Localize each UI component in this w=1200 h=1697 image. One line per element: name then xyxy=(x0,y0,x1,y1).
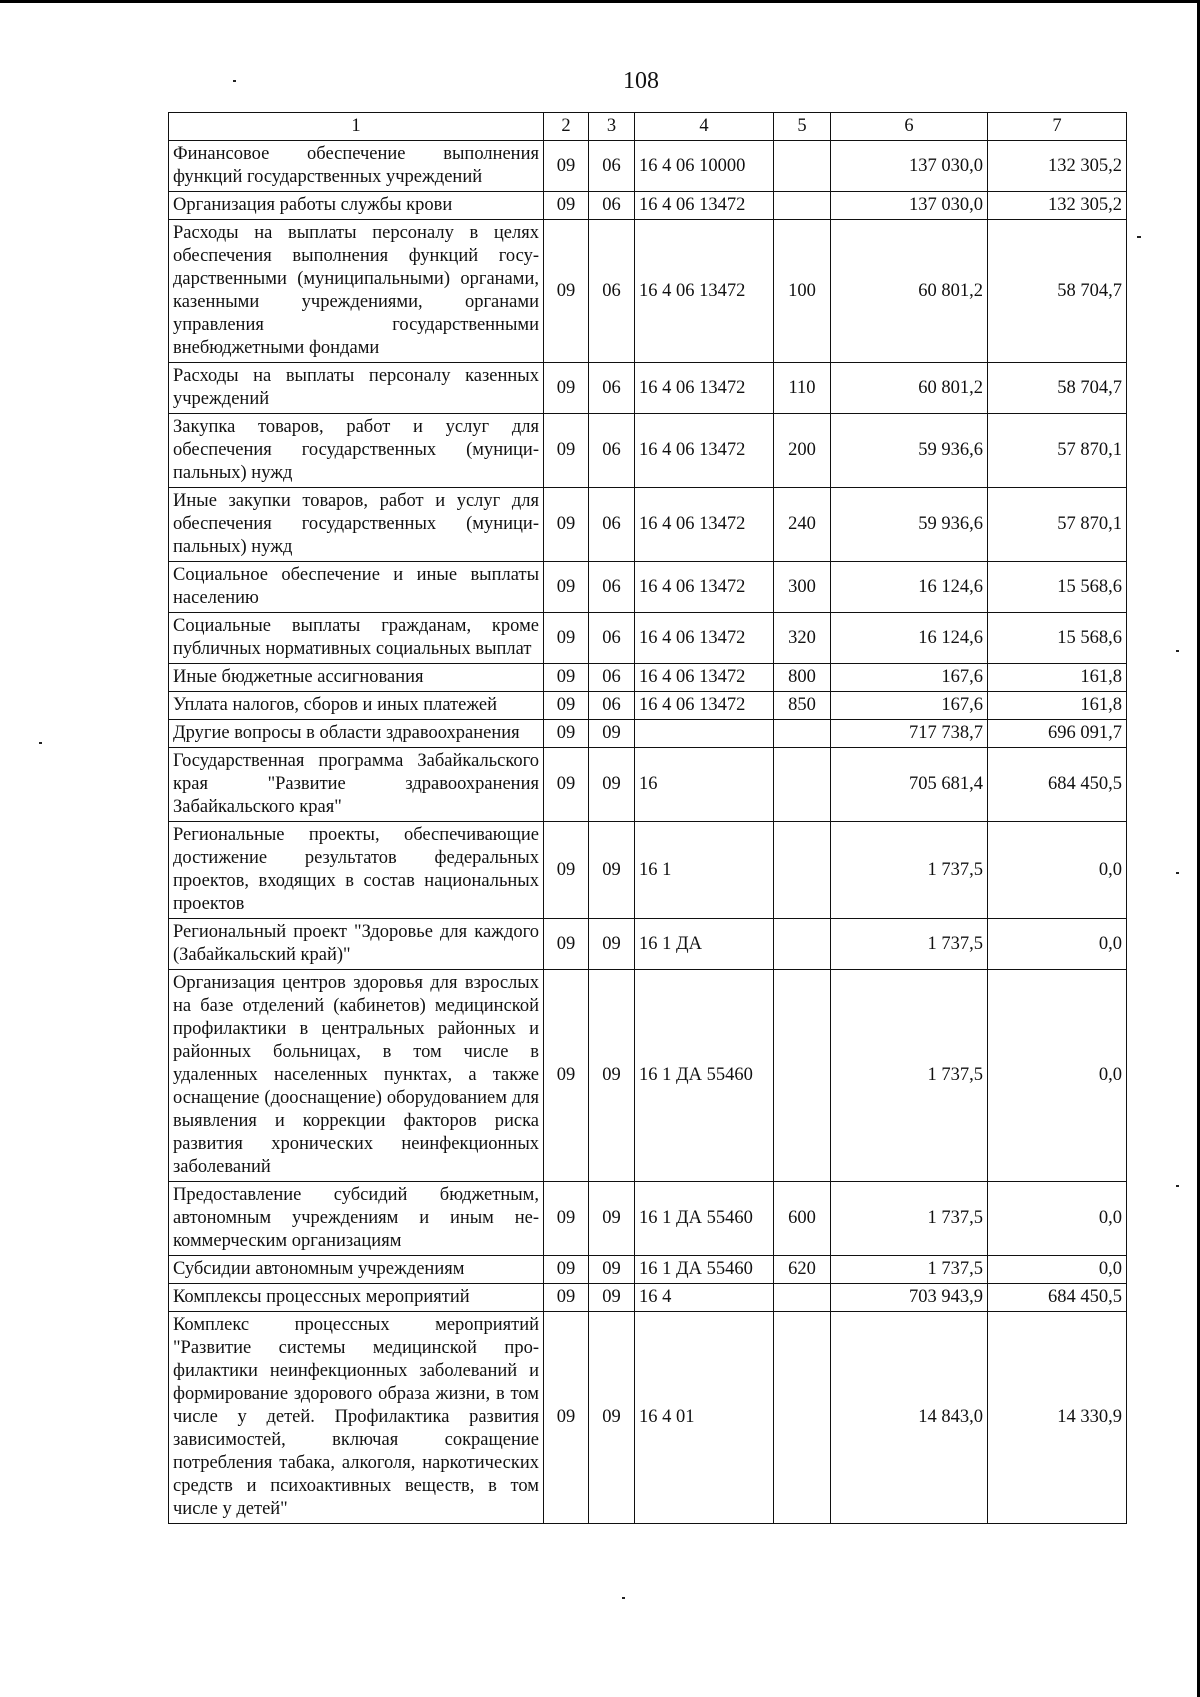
row-name-cell: Организация работы службы крови xyxy=(169,192,544,220)
expense-type-cell: 240 xyxy=(774,488,831,562)
expense-type-cell xyxy=(774,192,831,220)
table-row xyxy=(169,192,1127,220)
column-header: 6 xyxy=(831,113,988,141)
subsection-code-cell: 09 xyxy=(589,1182,635,1256)
row-name-cell: Другие вопросы в области здравоохранения xyxy=(169,720,544,748)
amount-year1-cell: 167,6 xyxy=(831,664,988,692)
section-code-cell: 09 xyxy=(544,822,589,919)
subsection-code-cell: 09 xyxy=(589,970,635,1182)
amount-year2-cell: 15 568,6 xyxy=(988,562,1127,613)
target-article-cell: 16 4 06 10000 xyxy=(635,141,774,192)
amount-year1-cell: 1 737,5 xyxy=(831,822,988,919)
expense-type-cell xyxy=(774,822,831,919)
column-header: 5 xyxy=(774,113,831,141)
target-article-cell: 16 4 06 13472 xyxy=(635,414,774,488)
section-code-cell: 09 xyxy=(544,488,589,562)
subsection-code-cell: 09 xyxy=(589,1284,635,1312)
row-name-cell: Субсидии автономным учреждениям xyxy=(169,1256,544,1284)
target-article-cell: 16 4 06 13472 xyxy=(635,192,774,220)
target-article-cell: 16 4 06 13472 xyxy=(635,613,774,664)
subsection-code-cell: 06 xyxy=(589,613,635,664)
amount-year2-cell: 0,0 xyxy=(988,1182,1127,1256)
expense-type-cell: 600 xyxy=(774,1182,831,1256)
amount-year1-cell: 1 737,5 xyxy=(831,1256,988,1284)
amount-year2-cell: 161,8 xyxy=(988,692,1127,720)
table-row xyxy=(169,562,1127,613)
expense-type-cell: 100 xyxy=(774,220,831,363)
target-article-cell: 16 4 06 13472 xyxy=(635,562,774,613)
table-row xyxy=(169,919,1127,970)
amount-year2-cell: 14 330,9 xyxy=(988,1312,1127,1524)
amount-year2-cell: 58 704,7 xyxy=(988,220,1127,363)
expense-type-cell xyxy=(774,1312,831,1524)
row-name-cell: Расходы на выплаты персоналу в целях обеспечения выполнения функций государственными (муниципальными) органами, казенными учреждениями, органами управления государственными внебюджетными фондами xyxy=(169,220,544,363)
amount-year1-cell: 60 801,2 xyxy=(831,363,988,414)
table-header-row xyxy=(169,113,1127,141)
expense-type-cell: 110 xyxy=(774,363,831,414)
amount-year1-cell: 59 936,6 xyxy=(831,414,988,488)
column-header: 7 xyxy=(988,113,1127,141)
subsection-code-cell: 06 xyxy=(589,562,635,613)
amount-year2-cell: 132 305,2 xyxy=(988,141,1127,192)
expense-type-cell: 300 xyxy=(774,562,831,613)
target-article-cell: 16 1 ДА 55460 xyxy=(635,1182,774,1256)
scan-speck xyxy=(1176,1185,1179,1187)
target-article-cell: 16 1 ДА 55460 xyxy=(635,1256,774,1284)
scan-speck xyxy=(622,1597,625,1599)
expense-type-cell xyxy=(774,970,831,1182)
budget-table xyxy=(168,112,1127,1524)
amount-year1-cell: 1 737,5 xyxy=(831,1182,988,1256)
section-code-cell: 09 xyxy=(544,692,589,720)
column-header: 1 xyxy=(169,113,544,141)
table-row xyxy=(169,822,1127,919)
section-code-cell: 09 xyxy=(544,613,589,664)
expense-type-cell: 200 xyxy=(774,414,831,488)
amount-year1-cell: 705 681,4 xyxy=(831,748,988,822)
scan-speck xyxy=(39,742,42,744)
amount-year2-cell: 15 568,6 xyxy=(988,613,1127,664)
subsection-code-cell: 06 xyxy=(589,664,635,692)
scan-speck xyxy=(233,80,236,82)
subsection-code-cell: 09 xyxy=(589,822,635,919)
row-name-cell: Социальные выплаты гражданам, кроме публичных нормативных социальных выплат xyxy=(169,613,544,664)
amount-year2-cell: 0,0 xyxy=(988,970,1127,1182)
table-row xyxy=(169,613,1127,664)
row-name-cell: Организация центров здоровья для взрослых на базе отделений (кабинетов) медицинской профилактики в центральных районных и районных больницах, в том числе в удаленных населенных пунктах, а также оснащение (дооснащение) оборудованием для выявления и коррекции факторов риска развития хронических неинфекционных заболеваний xyxy=(169,970,544,1182)
amount-year2-cell: 57 870,1 xyxy=(988,414,1127,488)
column-header: 4 xyxy=(635,113,774,141)
table-row xyxy=(169,488,1127,562)
section-code-cell: 09 xyxy=(544,1312,589,1524)
section-code-cell: 09 xyxy=(544,220,589,363)
subsection-code-cell: 06 xyxy=(589,363,635,414)
expense-type-cell xyxy=(774,748,831,822)
section-code-cell: 09 xyxy=(544,919,589,970)
scan-border-top xyxy=(0,0,1200,3)
section-code-cell: 09 xyxy=(544,1182,589,1256)
expense-type-cell xyxy=(774,141,831,192)
table-body xyxy=(169,141,1127,1524)
subsection-code-cell: 09 xyxy=(589,720,635,748)
amount-year1-cell: 167,6 xyxy=(831,692,988,720)
amount-year2-cell: 684 450,5 xyxy=(988,748,1127,822)
row-name-cell: Социальное обеспечение и иные выплаты населению xyxy=(169,562,544,613)
scan-speck xyxy=(1137,236,1141,238)
amount-year1-cell: 1 737,5 xyxy=(831,919,988,970)
amount-year1-cell: 16 124,6 xyxy=(831,562,988,613)
table-row xyxy=(169,970,1127,1182)
expense-type-cell: 620 xyxy=(774,1256,831,1284)
table-row xyxy=(169,748,1127,822)
expense-type-cell xyxy=(774,720,831,748)
row-name-cell: Иные бюджетные ассигнования xyxy=(169,664,544,692)
target-article-cell: 16 xyxy=(635,748,774,822)
subsection-code-cell: 06 xyxy=(589,192,635,220)
expense-type-cell: 800 xyxy=(774,664,831,692)
table-row xyxy=(169,1312,1127,1524)
amount-year2-cell: 684 450,5 xyxy=(988,1284,1127,1312)
subsection-code-cell: 06 xyxy=(589,414,635,488)
table-row xyxy=(169,1256,1127,1284)
target-article-cell: 16 4 06 13472 xyxy=(635,664,774,692)
row-name-cell: Комплекс процессных мероприятий "Развитие системы медицинской профилактики неинфекционных заболеваний и формирование здорового образа жизни, в том числе у детей. Профилактика развития зависимостей, включая сокращение потребления табака, алкоголя, наркотических средств и психоактивных веществ, в том числе у детей" xyxy=(169,1312,544,1524)
subsection-code-cell: 09 xyxy=(589,1312,635,1524)
section-code-cell: 09 xyxy=(544,192,589,220)
amount-year1-cell: 137 030,0 xyxy=(831,141,988,192)
amount-year1-cell: 137 030,0 xyxy=(831,192,988,220)
target-article-cell: 16 1 ДА 55460 xyxy=(635,970,774,1182)
amount-year1-cell: 717 738,7 xyxy=(831,720,988,748)
subsection-code-cell: 06 xyxy=(589,220,635,363)
amount-year1-cell: 14 843,0 xyxy=(831,1312,988,1524)
row-name-cell: Иные закупки товаров, работ и услуг для обеспечения государственных (муниципальных) нужд xyxy=(169,488,544,562)
table-row xyxy=(169,414,1127,488)
amount-year2-cell: 0,0 xyxy=(988,919,1127,970)
row-name-cell: Региональный проект "Здоровье для каждого (Забайкальский край)" xyxy=(169,919,544,970)
table-row xyxy=(169,692,1127,720)
section-code-cell: 09 xyxy=(544,562,589,613)
subsection-code-cell: 09 xyxy=(589,1256,635,1284)
amount-year2-cell: 57 870,1 xyxy=(988,488,1127,562)
subsection-code-cell: 06 xyxy=(589,141,635,192)
amount-year1-cell: 60 801,2 xyxy=(831,220,988,363)
row-name-cell: Уплата налогов, сборов и иных платежей xyxy=(169,692,544,720)
row-name-cell: Комплексы процессных мероприятий xyxy=(169,1284,544,1312)
row-name-cell: Финансовое обеспечение выполнения функций государственных учреждений xyxy=(169,141,544,192)
row-name-cell: Закупка товаров, работ и услуг для обеспечения государственных (муниципальных) нужд xyxy=(169,414,544,488)
target-article-cell: 16 4 06 13472 xyxy=(635,220,774,363)
table-row xyxy=(169,720,1127,748)
subsection-code-cell: 09 xyxy=(589,919,635,970)
subsection-code-cell: 06 xyxy=(589,488,635,562)
table-row xyxy=(169,1182,1127,1256)
amount-year2-cell: 58 704,7 xyxy=(988,363,1127,414)
row-name-cell: Расходы на выплаты персоналу казенных учреждений xyxy=(169,363,544,414)
section-code-cell: 09 xyxy=(544,748,589,822)
target-article-cell: 16 4 06 13472 xyxy=(635,488,774,562)
amount-year2-cell: 132 305,2 xyxy=(988,192,1127,220)
target-article-cell: 16 4 xyxy=(635,1284,774,1312)
table-row xyxy=(169,141,1127,192)
amount-year2-cell: 0,0 xyxy=(988,822,1127,919)
table-row xyxy=(169,1284,1127,1312)
target-article-cell xyxy=(635,720,774,748)
section-code-cell: 09 xyxy=(544,1284,589,1312)
amount-year2-cell: 696 091,7 xyxy=(988,720,1127,748)
section-code-cell: 09 xyxy=(544,1256,589,1284)
section-code-cell: 09 xyxy=(544,664,589,692)
target-article-cell: 16 4 01 xyxy=(635,1312,774,1524)
section-code-cell: 09 xyxy=(544,414,589,488)
expense-type-cell xyxy=(774,919,831,970)
table-row xyxy=(169,363,1127,414)
amount-year1-cell: 1 737,5 xyxy=(831,970,988,1182)
amount-year1-cell: 703 943,9 xyxy=(831,1284,988,1312)
row-name-cell: Предоставление субсидий бюджетным, автономным учреждениям и иным некоммерческим организациям xyxy=(169,1182,544,1256)
expense-type-cell: 850 xyxy=(774,692,831,720)
column-header: 3 xyxy=(589,113,635,141)
scan-speck xyxy=(1176,872,1179,874)
target-article-cell: 16 1 xyxy=(635,822,774,919)
expense-type-cell xyxy=(774,1284,831,1312)
amount-year1-cell: 16 124,6 xyxy=(831,613,988,664)
section-code-cell: 09 xyxy=(544,363,589,414)
row-name-cell: Региональные проекты, обеспечивающие достижение результатов федеральных проектов, входящих в состав национальных проектов xyxy=(169,822,544,919)
table-row xyxy=(169,664,1127,692)
target-article-cell: 16 4 06 13472 xyxy=(635,692,774,720)
subsection-code-cell: 06 xyxy=(589,692,635,720)
target-article-cell: 16 1 ДА xyxy=(635,919,774,970)
expense-type-cell: 320 xyxy=(774,613,831,664)
amount-year2-cell: 0,0 xyxy=(988,1256,1127,1284)
amount-year1-cell: 59 936,6 xyxy=(831,488,988,562)
row-name-cell: Государственная программа Забайкальского края "Развитие здравоохранения Забайкальского края" xyxy=(169,748,544,822)
section-code-cell: 09 xyxy=(544,720,589,748)
table-row xyxy=(169,220,1127,363)
column-header: 2 xyxy=(544,113,589,141)
subsection-code-cell: 09 xyxy=(589,748,635,822)
section-code-cell: 09 xyxy=(544,141,589,192)
amount-year2-cell: 161,8 xyxy=(988,664,1127,692)
page-number: 108 xyxy=(623,68,659,94)
scan-speck xyxy=(1176,650,1179,652)
target-article-cell: 16 4 06 13472 xyxy=(635,363,774,414)
section-code-cell: 09 xyxy=(544,970,589,1182)
